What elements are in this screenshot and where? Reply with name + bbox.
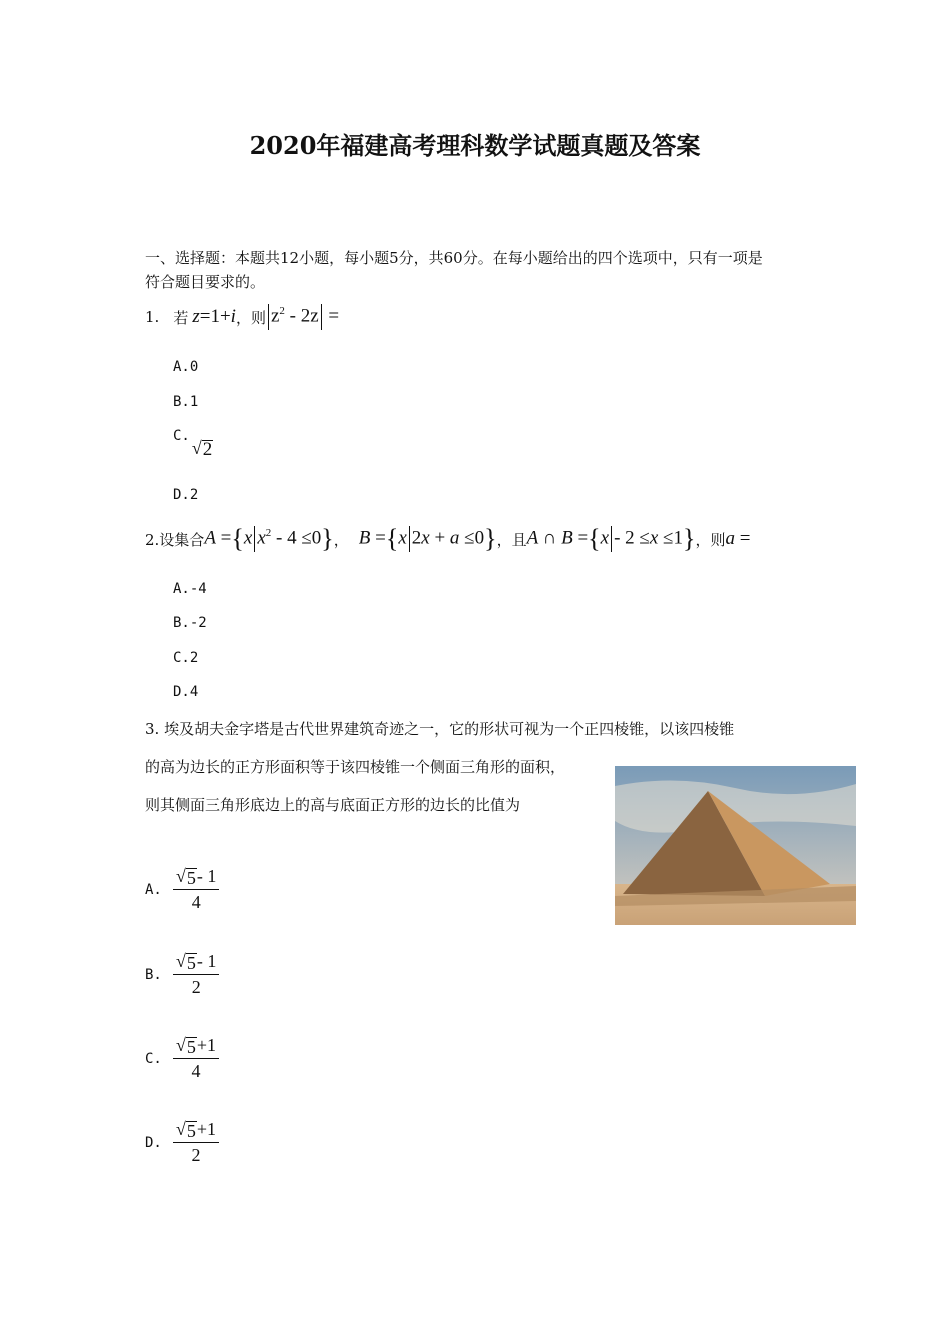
fraction: √ 5 +1 2 xyxy=(173,1119,219,1166)
question-3-line2: 的高为边长的正方形面积等于该四棱锥一个侧面三角形的面积， xyxy=(145,758,566,776)
question-text: 若 xyxy=(173,308,189,327)
abs-bar xyxy=(321,304,322,330)
question-3-line1: 3. 埃及胡夫金字塔是古代世界建筑奇迹之一，它的形状可视为一个正四棱锥，以该四棱锥 xyxy=(145,720,735,738)
question-number: 1. xyxy=(145,308,160,326)
question-2: 2.设集合 A ={x $x^2 - 4 \le 0$} ， B ={x 2x + a ≤0} ，且 A ∩ B ={x - 2 ≤x ≤1} ，则 a = xyxy=(145,524,751,553)
option-b: B.1 xyxy=(173,394,199,410)
math-intersection: A ∩ B ={x - 2 ≤x ≤1} xyxy=(526,524,696,553)
math-set-b: B ={x 2x + a ≤0} xyxy=(358,524,497,553)
abs-bar xyxy=(268,304,269,330)
section-intro-line2: 符合题目要求的。 xyxy=(145,273,266,291)
math-ask: a = xyxy=(725,528,751,549)
sqrt-expression: √ 2 xyxy=(191,438,213,460)
pyramid-photo xyxy=(615,766,856,925)
fraction: √ 5 - 1 4 xyxy=(173,866,219,913)
option-c: C.2 xyxy=(173,650,199,666)
option-b: B.-2 xyxy=(173,615,207,631)
math-condition: z=1+i xyxy=(192,306,236,327)
option-a: A.0 xyxy=(173,359,199,375)
question-1 xyxy=(145,304,339,330)
fraction: √ 5 - 1 2 xyxy=(173,951,219,998)
section-intro-line1: 一、选择题：本题共12小题，每小题5分，共60分。在每小题给出的四个选项中，只有一项是 xyxy=(145,249,763,267)
option-a: A.-4 xyxy=(173,581,207,597)
option-d: D. √ 5 +1 2 xyxy=(145,1119,219,1166)
option-d: D.2 xyxy=(173,487,199,503)
fraction: √ 5 +1 4 xyxy=(173,1035,219,1082)
math-set-a: A ={x $x^2 - 4 \le 0$} xyxy=(204,524,334,553)
question-3-line3: 则其侧面三角形底边上的高与底面正方形的边长的比值为 xyxy=(145,796,521,814)
option-a: A. √ 5 - 1 4 xyxy=(145,866,219,913)
page-title: 2020年福建高考理科数学试题真题及答案 xyxy=(249,131,701,160)
question-text: 2.设集合 xyxy=(145,530,205,549)
option-d: D.4 xyxy=(173,684,199,700)
option-c: C. √ 5 +1 4 xyxy=(145,1035,219,1082)
math-expression: $z^2 - 2z$ = xyxy=(266,304,339,330)
question-text: ，则 xyxy=(235,308,266,327)
option-c: C. √ 2 xyxy=(173,428,213,460)
option-b: B. √ 5 - 1 2 xyxy=(145,951,219,998)
